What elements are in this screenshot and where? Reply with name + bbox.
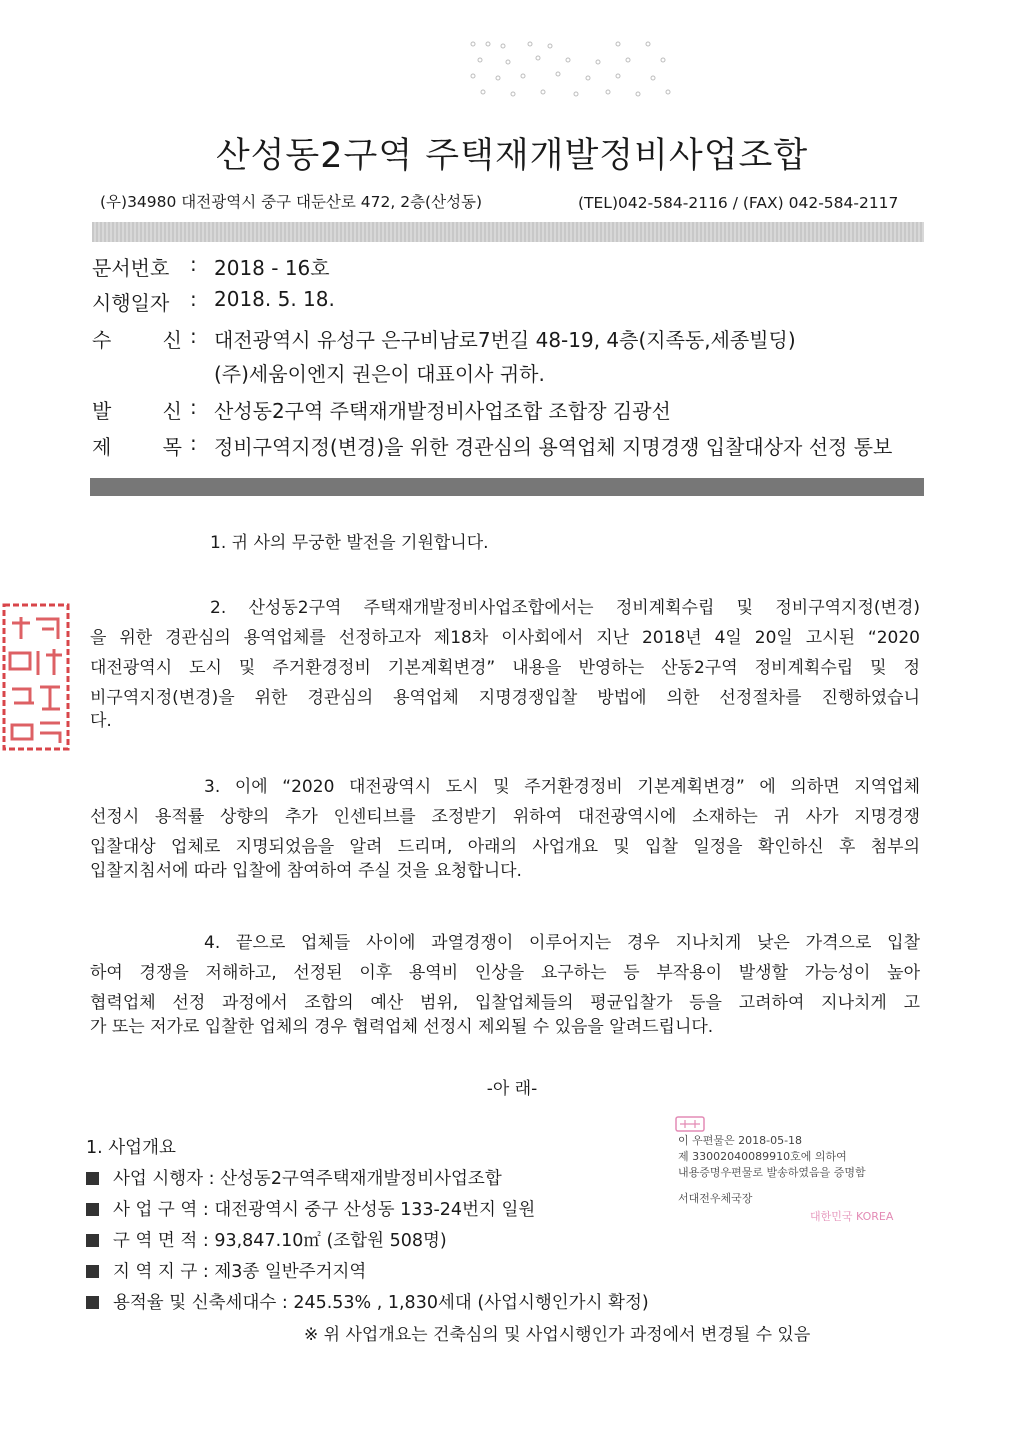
overview-heading: 1. 사업개요 — [86, 1138, 176, 1158]
paragraph-2-line-4: 비구역지정(변경)을 위한 경관심의 용역업체 지명경쟁입찰 방법에 의한 선정절차를 진행하였습니 — [90, 688, 920, 708]
overview-item — [86, 1289, 649, 1314]
overview-item-label: 지 역 지 구 — [113, 1262, 198, 1282]
sender-value: 산성동2구역 주택재개발정비사업조합 조합장 김광선 — [214, 399, 671, 423]
square-bullet-icon — [86, 1172, 99, 1185]
paragraph-2-line-1: 2. 산성동2구역 주택재개발정비사업조합에서는 정비계획수립 및 정비구역지정(변경) — [210, 598, 920, 618]
recipient-name: (주)세움이엔지 권은이 대표이사 귀하. — [214, 362, 545, 386]
paragraph-1: 1. 귀 사의 무궁한 발전을 기원합니다. — [210, 533, 489, 553]
doc-number-value: 2018 - 16호 — [214, 256, 330, 280]
paragraph-2-line-5: 다. — [90, 711, 112, 731]
subject-label: 제 목 — [92, 435, 182, 459]
colon: : — [203, 1169, 221, 1189]
letterhead-contact: (TEL)042-584-2116 / (FAX) 042-584-2117 — [578, 194, 899, 212]
paragraph-3-line-1: 3. 이에 “2020 대전광역시 도시 및 주거환경정비 기본계획변경” 에 의하면 지역업체 — [204, 777, 920, 797]
embossed-dot-pattern — [468, 38, 678, 100]
square-bullet-icon — [86, 1296, 99, 1309]
overview-item-label: 구 역 면 적 — [113, 1231, 198, 1251]
issue-date-label: 시행일자 — [92, 291, 170, 315]
overview-item-value: 93,847.10㎡ (조합원 508명) — [214, 1231, 447, 1251]
overview-item — [86, 1165, 502, 1190]
content-divider — [90, 478, 924, 496]
postal-stamp-line-4: 서대전우체국장 — [678, 1192, 753, 1205]
square-bullet-icon — [86, 1234, 99, 1247]
overview-item-label: 사 업 구 역 — [113, 1200, 198, 1220]
header-divider — [92, 222, 924, 242]
colon: : — [197, 1262, 215, 1282]
paragraph-3-line-2: 선정시 용적률 상향의 추가 인센티브를 조정받기 위하여 대전광역시에 소재하는 귀 사가 지명경쟁 — [90, 807, 920, 827]
overview-item — [86, 1227, 447, 1252]
colon: : — [190, 252, 197, 276]
paragraph-4-line-2: 하여 경쟁을 저해하고, 선정된 이후 용역비 인상을 요구하는 등 부작용이 발생할 가능성이 높아 — [90, 963, 920, 983]
overview-item-value: 대전광역시 중구 산성동 133-24번지 일원 — [214, 1200, 536, 1220]
overview-item-label: 용적율 및 신축세대수 — [113, 1293, 277, 1313]
paragraph-2-line-3: 대전광역시 도시 및 주거환경정비 기본계획변경” 내용을 반영하는 산동2구역 정비계획수립 및 정 — [90, 658, 920, 678]
section-title: -아 래- — [486, 1079, 538, 1099]
overview-item — [86, 1258, 366, 1283]
square-bullet-icon — [86, 1203, 99, 1216]
paragraph-4-line-3: 협력업체 선정 과정에서 조합의 예산 범위, 입찰업체들의 평균입찰가 등을 고려하여 지나치게 고 — [90, 993, 920, 1013]
paragraph-3-line-3: 입찰대상 업체로 지명되었음을 알려 드리며, 아래의 사업개요 및 입찰 일정을 확인하신 후 첨부의 — [90, 837, 920, 857]
sender-label: 발 신 — [92, 399, 182, 423]
colon: : — [197, 1231, 215, 1251]
seal-stamp-icon — [2, 603, 70, 751]
paragraph-2-line-2: 을 위한 경관심의 용역업체를 선정하고자 제18차 이사회에서 지난 2018년 4일 20일 고시된 “2020 — [90, 628, 920, 648]
recipient-address: 대전광역시 유성구 은구비남로7번길 48-19, 4층(지족동,세종빌딩) — [214, 328, 796, 352]
colon: : — [190, 324, 197, 348]
korea-watermark: 대한민국 KOREA — [810, 1210, 894, 1223]
postal-stamp-line-2: 제 33002040089910호에 의하여 — [678, 1150, 847, 1163]
recipient-label: 수 신 — [92, 328, 182, 352]
overview-item-label: 사업 시행자 — [113, 1169, 204, 1189]
colon: : — [197, 1200, 215, 1220]
paragraph-3-line-4: 입찰지침서에 따라 입찰에 참여하여 주실 것을 요청합니다. — [90, 861, 522, 881]
square-bullet-icon — [86, 1265, 99, 1278]
overview-item — [86, 1196, 535, 1221]
colon: : — [190, 431, 197, 455]
issue-date-value: 2018. 5. 18. — [214, 287, 335, 311]
subject-value: 정비구역지정(변경)을 위한 경관심의 용역업체 지명경쟁 입찰대상자 선정 통보 — [214, 435, 893, 459]
overview-item-value: 245.53% , 1,830세대 (사업시행인가시 확정) — [293, 1293, 649, 1313]
doc-number-label: 문서번호 — [92, 256, 170, 280]
page-title: 산성동2구역 주택재개발정비사업조합 — [215, 136, 809, 176]
postal-stamp-line-1: 이 우편물은 2018-05-18 — [678, 1134, 803, 1147]
colon: : — [276, 1293, 294, 1313]
paragraph-4-line-1: 4. 끝으로 업체들 사이에 과열경쟁이 이루어지는 경우 지나치게 낮은 가격으로 입찰 — [204, 933, 920, 953]
postal-mark-icon — [675, 1116, 705, 1132]
colon: : — [190, 395, 197, 419]
paragraph-4-line-4: 가 또는 저가로 입찰한 업체의 경우 협력업체 선정시 제외될 수 있음을 알려드립니다. — [90, 1017, 714, 1037]
overview-item-value: 제3종 일반주거지역 — [214, 1262, 367, 1282]
colon: : — [190, 287, 197, 311]
overview-note: ※ 위 사업개요는 건축심의 및 사업시행인가 과정에서 변경될 수 있음 — [304, 1325, 811, 1345]
letterhead-address: (우)34980 대전광역시 중구 대둔산로 472, 2층(산성동) — [100, 193, 483, 211]
overview-item-value: 산성동2구역주택재개발정비사업조합 — [220, 1169, 502, 1189]
postal-stamp-line-3: 내용증명우편물로 발송하였음을 증명함 — [678, 1166, 866, 1179]
